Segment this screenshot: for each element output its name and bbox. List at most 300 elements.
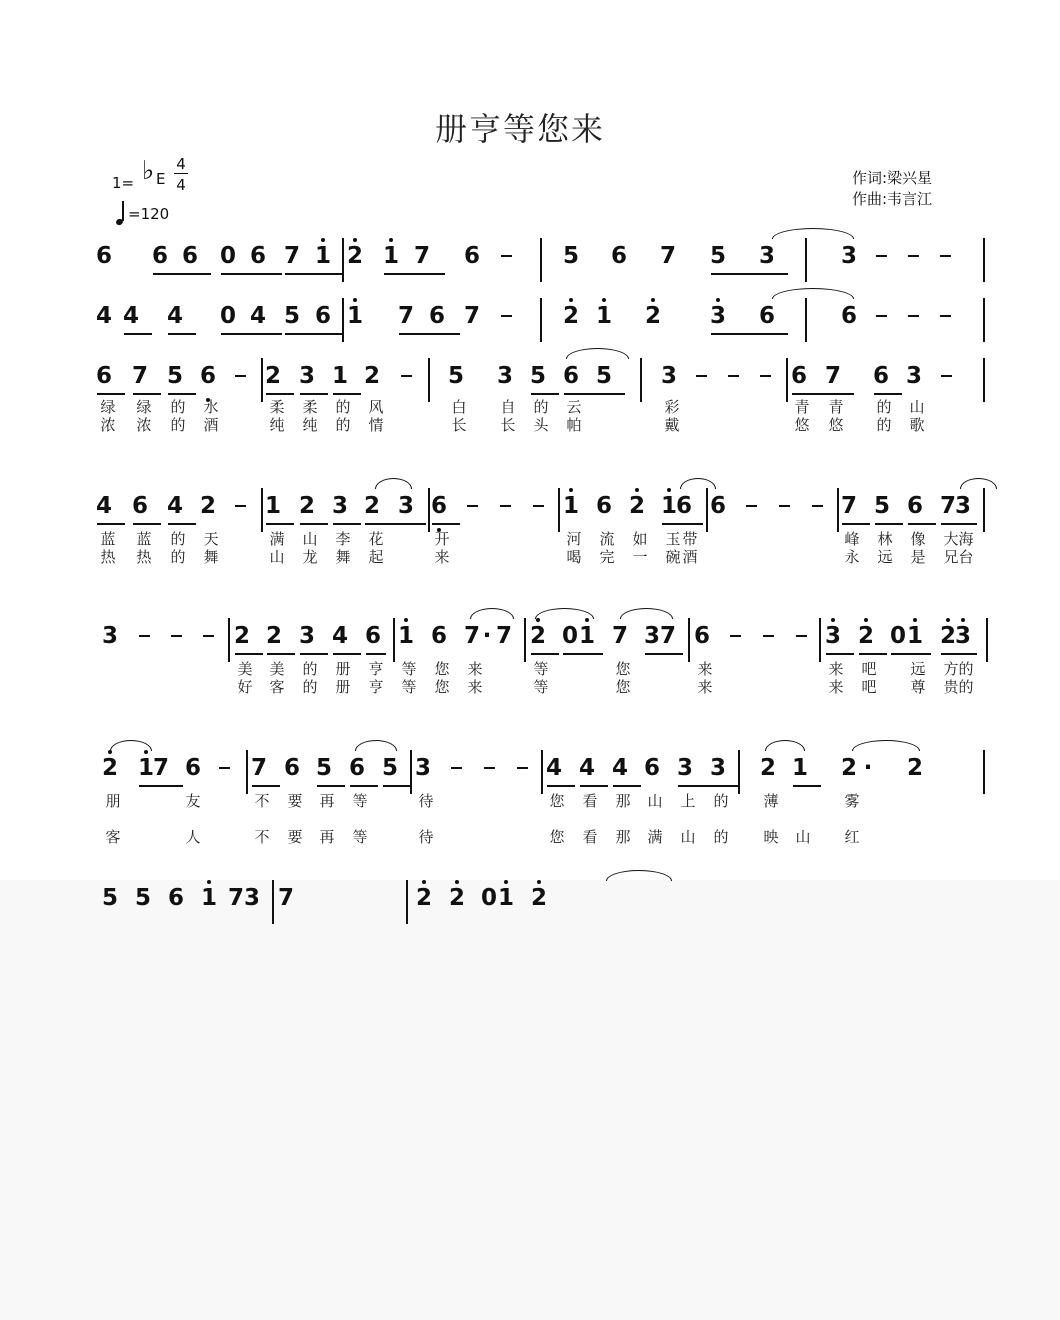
lyric-char: 来 xyxy=(467,678,483,696)
lyric-char: 龙 xyxy=(302,548,318,566)
note: 4 xyxy=(545,755,562,781)
note: 2 xyxy=(628,493,645,519)
bar-line xyxy=(342,238,344,282)
sustain-dash xyxy=(728,375,739,377)
sustain-dash xyxy=(940,315,951,317)
note: 7 xyxy=(840,493,857,519)
lyric-char: 好 xyxy=(237,678,253,696)
lyric-char: 柔 xyxy=(269,398,285,416)
lyric-char: 酒 xyxy=(682,548,698,566)
beam-underline xyxy=(221,273,282,275)
lyric-char: 等 xyxy=(533,678,549,696)
sustain-dash xyxy=(908,255,919,257)
lyric-char: 蓝 xyxy=(136,530,152,548)
note: 6 xyxy=(428,303,445,329)
lyric-char: 完 xyxy=(599,548,615,566)
note: 2 xyxy=(101,755,118,781)
lyric-char: 峰 xyxy=(844,530,860,548)
lyric-char: 山 xyxy=(647,792,663,810)
lyric-char: 薄 xyxy=(763,792,779,810)
lyric-char: 头 xyxy=(533,416,549,434)
note: 3 xyxy=(824,623,841,649)
note: 5 xyxy=(166,363,183,389)
sustain-dash xyxy=(763,635,774,637)
lyric-char: 大 xyxy=(943,530,959,548)
lyric-char: 等 xyxy=(352,792,368,810)
sustain-dash xyxy=(235,375,246,377)
slur-arc xyxy=(765,740,805,751)
lyric-char: 白 xyxy=(451,398,467,416)
bar-line xyxy=(558,488,560,532)
octave-dot-above xyxy=(635,488,639,492)
beam-underline xyxy=(266,523,294,525)
lyric-char: 远 xyxy=(910,660,926,678)
beam-underline xyxy=(317,785,345,787)
note: 1 xyxy=(264,493,281,519)
lyric-char: 碗 xyxy=(665,548,681,566)
sustain-dash xyxy=(796,635,807,637)
lyric-char: 等 xyxy=(533,660,549,678)
sustain-dash xyxy=(501,255,512,257)
lyric-char: 您 xyxy=(615,678,631,696)
note: 6 xyxy=(181,243,198,269)
note: 3 xyxy=(243,885,260,911)
lyric-char: 人 xyxy=(185,828,201,846)
note: 7 xyxy=(611,623,628,649)
slur-arc xyxy=(470,608,514,619)
lyric-char: 天 xyxy=(203,530,219,548)
lyric-char: 来 xyxy=(828,660,844,678)
note: 2 xyxy=(264,363,281,389)
note: 3 xyxy=(101,623,118,649)
note: 3 xyxy=(660,363,677,389)
note: 2 xyxy=(298,493,315,519)
time-signature-top: 4 xyxy=(174,156,188,174)
lyric-char: 美 xyxy=(237,660,253,678)
lyric-char: 册 xyxy=(335,660,351,678)
note: 7 xyxy=(463,303,480,329)
notation-line xyxy=(0,492,1060,532)
beam-underline xyxy=(531,653,559,655)
lyric-char: 长 xyxy=(500,416,516,434)
note: 1 xyxy=(660,493,677,519)
lyric-char: 兄 xyxy=(943,548,959,566)
note: 2 xyxy=(448,885,465,911)
note: 6 xyxy=(675,493,692,519)
note: 6 xyxy=(283,755,300,781)
beam-underline xyxy=(285,333,342,335)
note: 7 xyxy=(152,755,169,781)
lyric-char: 等 xyxy=(352,828,368,846)
note: 5 xyxy=(101,885,118,911)
lyric-char: 等 xyxy=(401,660,417,678)
note: 6 xyxy=(840,303,857,329)
note: 7 xyxy=(283,243,300,269)
note: 6 xyxy=(199,363,216,389)
beam-underline xyxy=(97,523,125,525)
note: 6 xyxy=(364,623,381,649)
bar-line xyxy=(983,488,985,532)
sustain-dash xyxy=(696,375,707,377)
note: 1 xyxy=(595,303,612,329)
lyric-char: 您 xyxy=(615,660,631,678)
note: 2 xyxy=(363,493,380,519)
beam-underline xyxy=(826,653,854,655)
lyric-char: 台 xyxy=(958,548,974,566)
lyric-char: 贵 xyxy=(943,678,959,696)
lyric-char: 海 xyxy=(958,530,974,548)
lyric-char: 待 xyxy=(418,792,434,810)
lyric-line xyxy=(0,396,1060,414)
note: 7 xyxy=(277,885,294,911)
lyric-char: 永 xyxy=(844,548,860,566)
lyric-char: 浓 xyxy=(136,416,152,434)
lyric-char: 山 xyxy=(909,398,925,416)
octave-dot-above xyxy=(455,880,459,884)
lyric-char: 来 xyxy=(467,660,483,678)
lyric-char: 酒 xyxy=(203,416,219,434)
notation-line xyxy=(0,884,1060,924)
note: 6 xyxy=(167,885,184,911)
slur-arc xyxy=(680,478,716,489)
note: 7 xyxy=(413,243,430,269)
beam-underline xyxy=(875,523,903,525)
lyric-char: 林 xyxy=(877,530,893,548)
note: 4 xyxy=(611,755,628,781)
lyric-char: 客 xyxy=(269,678,285,696)
lyric-char: 戴 xyxy=(664,416,680,434)
beam-underline xyxy=(124,333,152,335)
beam-underline xyxy=(139,785,183,787)
bar-line xyxy=(986,618,988,662)
note: 4 xyxy=(95,303,112,329)
beam-underline xyxy=(792,393,854,395)
lyric-char: 柔 xyxy=(302,398,318,416)
note: 5 xyxy=(381,755,398,781)
note: 0 xyxy=(889,623,906,649)
lyric-char: 纯 xyxy=(269,416,285,434)
sustain-dash xyxy=(203,635,214,637)
octave-dot-above xyxy=(651,298,655,302)
beam-underline xyxy=(711,273,788,275)
slur-arc xyxy=(375,478,412,489)
sustain-dash xyxy=(941,375,952,377)
lyric-char: 待 xyxy=(418,828,434,846)
note: 0 xyxy=(219,303,236,329)
lyric-char: 开 xyxy=(434,530,450,548)
lyric-char: 那 xyxy=(615,792,631,810)
quarter-note-stem xyxy=(122,201,124,221)
lyric-line xyxy=(0,528,1060,546)
lyric-char: 的 xyxy=(533,398,549,416)
beam-underline xyxy=(941,523,977,525)
beam-underline xyxy=(891,653,931,655)
lyric-char: 绿 xyxy=(136,398,152,416)
note: 6 xyxy=(314,303,331,329)
lyric-char: 的 xyxy=(170,548,186,566)
lyric-char: 吧 xyxy=(861,678,877,696)
bar-line xyxy=(819,618,821,662)
sustain-dash xyxy=(779,505,790,507)
note: 4 xyxy=(122,303,139,329)
lyric-char: 的 xyxy=(170,530,186,548)
note: 2 xyxy=(415,885,432,911)
lyric-char: 您 xyxy=(549,792,565,810)
note: 3 xyxy=(954,493,971,519)
lyric-char: 远 xyxy=(877,548,893,566)
bar-line xyxy=(738,750,740,794)
slur-arc xyxy=(772,288,854,299)
lyric-char: 云 xyxy=(566,398,582,416)
lyric-char: 玉 xyxy=(665,530,681,548)
note: 3 xyxy=(676,755,693,781)
lyric-char: 的 xyxy=(713,828,729,846)
lyric-line xyxy=(0,790,1060,808)
lyric-char: 河 xyxy=(566,530,582,548)
note: 6 xyxy=(643,755,660,781)
slur-arc xyxy=(772,228,854,239)
beam-underline xyxy=(266,393,294,395)
note: 6 xyxy=(906,493,923,519)
sustain-dash xyxy=(812,505,823,507)
note: 5 xyxy=(595,363,612,389)
beam-underline xyxy=(300,393,328,395)
lyric-char: 自 xyxy=(500,398,516,416)
slur-arc xyxy=(620,608,673,619)
octave-dot-above xyxy=(569,298,573,302)
lyric-char: 不 xyxy=(254,828,270,846)
note: 3 xyxy=(643,623,660,649)
lyric-char: 的 xyxy=(335,416,351,434)
note: 2 xyxy=(199,493,216,519)
note: 1 xyxy=(331,363,348,389)
beam-underline xyxy=(531,393,559,395)
slur-arc xyxy=(110,740,152,751)
note: 7 xyxy=(659,623,676,649)
note: 0 xyxy=(561,623,578,649)
note: 2 xyxy=(840,755,857,781)
note: 6 xyxy=(151,243,168,269)
flat-icon: ♭ xyxy=(142,156,155,186)
note: 7 xyxy=(227,885,244,911)
lyric-char: 带 xyxy=(682,530,698,548)
octave-dot-above xyxy=(831,618,835,622)
note: 2 xyxy=(530,885,547,911)
lyric-char: 歌 xyxy=(909,416,925,434)
note: 5 xyxy=(562,243,579,269)
beam-underline xyxy=(564,393,625,395)
lyric-char: 尊 xyxy=(910,678,926,696)
note: 7 xyxy=(463,623,480,649)
beam-underline xyxy=(711,333,788,335)
note: 3 xyxy=(298,363,315,389)
beam-underline xyxy=(333,523,361,525)
sustain-dash xyxy=(451,767,462,769)
slur-arc xyxy=(355,740,397,751)
lyric-char: 您 xyxy=(434,678,450,696)
lyric-char: 彩 xyxy=(664,398,680,416)
slur-arc xyxy=(566,348,629,359)
note: 7 xyxy=(659,243,676,269)
slur-arc xyxy=(960,478,997,489)
lyric-char: 的 xyxy=(302,660,318,678)
note: 1 xyxy=(397,623,414,649)
lyric-char: 纯 xyxy=(302,416,318,434)
lyric-char: 青 xyxy=(828,398,844,416)
bar-line xyxy=(541,750,543,794)
octave-dot-above xyxy=(961,618,965,622)
note: 0 xyxy=(219,243,236,269)
lyric-char: 的 xyxy=(302,678,318,696)
bar-line xyxy=(688,618,690,662)
lyric-char: 的 xyxy=(958,678,974,696)
note: 7 xyxy=(131,363,148,389)
note: 2 xyxy=(857,623,874,649)
lyric-char: 再 xyxy=(319,792,335,810)
lyric-char: 满 xyxy=(647,828,663,846)
octave-dot-above xyxy=(321,238,325,242)
beam-underline xyxy=(168,393,196,395)
sustain-dash xyxy=(533,505,544,507)
bar-line xyxy=(261,488,263,532)
bar-line xyxy=(983,750,985,794)
composer: 作曲:韦言江 xyxy=(852,190,933,208)
note: 6 xyxy=(709,493,726,519)
note: 6 xyxy=(184,755,201,781)
lyric-char: 方 xyxy=(943,660,959,678)
lyric-char: 的 xyxy=(170,398,186,416)
beam-underline xyxy=(793,785,821,787)
note: 6 xyxy=(430,623,447,649)
lyric-char: 帕 xyxy=(566,416,582,434)
lyric-char: 风 xyxy=(368,398,384,416)
lyric-char: 上 xyxy=(680,792,696,810)
lyric-char: 山 xyxy=(680,828,696,846)
note: 5 xyxy=(283,303,300,329)
note: 2 xyxy=(265,623,282,649)
lyric-char: 热 xyxy=(100,548,116,566)
beam-underline xyxy=(168,523,196,525)
note: 6 xyxy=(872,363,889,389)
sustain-dash xyxy=(467,505,478,507)
sustain-dash xyxy=(760,375,771,377)
beam-underline xyxy=(399,333,460,335)
lyric-char: 朋 xyxy=(105,792,121,810)
lyric-char: 美 xyxy=(269,660,285,678)
note: 3 xyxy=(331,493,348,519)
note: 6 xyxy=(562,363,579,389)
sustain-dash xyxy=(876,255,887,257)
beam-underline xyxy=(235,653,263,655)
note: 3 xyxy=(414,755,431,781)
beam-underline xyxy=(221,333,282,335)
lyric-char: 不 xyxy=(254,792,270,810)
notation-line xyxy=(0,242,1060,282)
note: 3 xyxy=(954,623,971,649)
note: · xyxy=(482,623,492,649)
note: 2 xyxy=(346,243,363,269)
octave-dot-above xyxy=(504,880,508,884)
lyric-char: 来 xyxy=(697,660,713,678)
note: 5 xyxy=(447,363,464,389)
bar-line xyxy=(228,618,230,662)
octave-dot-above xyxy=(716,298,720,302)
lyric-char: 要 xyxy=(287,828,303,846)
bar-line xyxy=(983,238,985,282)
lyric-char: 蓝 xyxy=(100,530,116,548)
bar-line xyxy=(524,618,526,662)
octave-dot-above xyxy=(602,298,606,302)
note: · xyxy=(863,755,873,781)
note: 4 xyxy=(331,623,348,649)
octave-dot-above xyxy=(422,880,426,884)
note: 1 xyxy=(578,623,595,649)
lyric-char: 的 xyxy=(876,416,892,434)
sustain-dash xyxy=(517,767,528,769)
note: 4 xyxy=(249,303,266,329)
beam-underline xyxy=(350,785,378,787)
lyric-char: 热 xyxy=(136,548,152,566)
lyric-char: 亨 xyxy=(368,660,384,678)
lyric-char: 的 xyxy=(335,398,351,416)
note: 3 xyxy=(298,623,315,649)
lyric-char: 流 xyxy=(599,530,615,548)
beam-underline xyxy=(908,523,936,525)
lyric-char: 那 xyxy=(615,828,631,846)
beam-underline xyxy=(365,523,426,525)
lyricist: 作词:梁兴星 xyxy=(852,169,933,187)
time-signature-bottom: 4 xyxy=(176,176,186,194)
note: 2 xyxy=(906,755,923,781)
lyric-char: 看 xyxy=(582,828,598,846)
bar-line xyxy=(837,488,839,532)
sustain-dash xyxy=(876,315,887,317)
lyric-line xyxy=(0,826,1060,844)
lyric-char: 红 xyxy=(844,828,860,846)
beam-underline xyxy=(613,785,641,787)
lyric-char: 友 xyxy=(185,792,201,810)
key-prefix: 1= xyxy=(112,174,135,192)
note: 5 xyxy=(134,885,151,911)
lyric-char: 等 xyxy=(401,678,417,696)
lyric-char: 雾 xyxy=(844,792,860,810)
note: 3 xyxy=(709,303,726,329)
lyric-char: 的 xyxy=(713,792,729,810)
lyric-char: 山 xyxy=(269,548,285,566)
bar-line xyxy=(540,298,542,342)
lyric-char: 青 xyxy=(794,398,810,416)
bar-line xyxy=(983,298,985,342)
tempo-value: =120 xyxy=(128,205,170,223)
bar-line xyxy=(272,880,274,924)
lyric-char: 舞 xyxy=(335,548,351,566)
sustain-dash xyxy=(746,505,757,507)
lyric-char: 您 xyxy=(549,828,565,846)
note: 5 xyxy=(315,755,332,781)
note: 2 xyxy=(529,623,546,649)
note: 6 xyxy=(95,243,112,269)
beam-underline xyxy=(300,523,328,525)
note: 2 xyxy=(939,623,956,649)
note: 3 xyxy=(709,755,726,781)
sustain-dash xyxy=(139,635,150,637)
bar-line xyxy=(393,618,395,662)
octave-dot-above xyxy=(207,880,211,884)
beam-underline xyxy=(383,785,411,787)
lyric-line xyxy=(0,658,1060,676)
lyric-char: 喝 xyxy=(566,548,582,566)
notation-line xyxy=(0,302,1060,342)
